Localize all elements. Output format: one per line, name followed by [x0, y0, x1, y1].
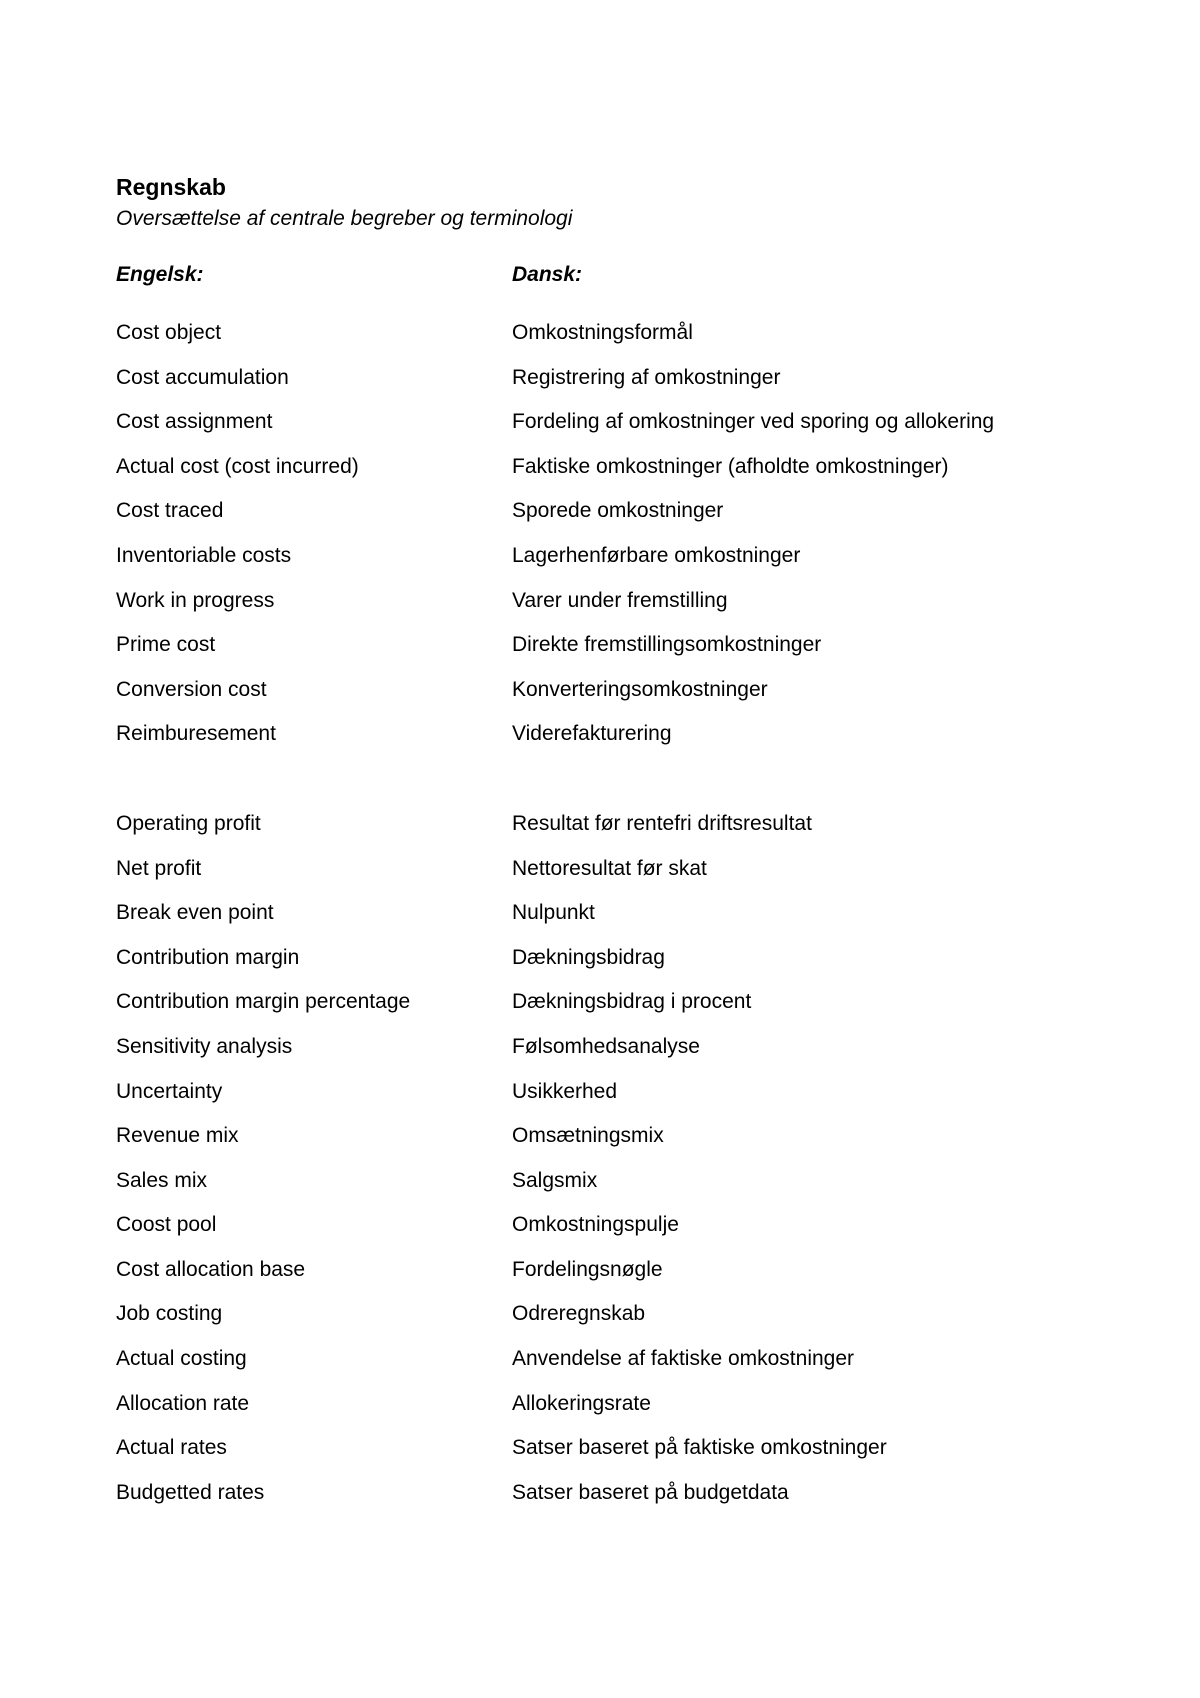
english-term: Actual costing — [116, 1347, 247, 1371]
term-row — [116, 1299, 1096, 1344]
english-term: Reimburesement — [116, 722, 276, 746]
danish-term: Dækningsbidrag — [512, 945, 665, 969]
document-page — [116, 170, 1096, 1522]
term-row — [116, 1166, 1096, 1211]
english-term: Prime cost — [116, 633, 216, 657]
danish-term: Viderefakturering — [512, 722, 672, 746]
english-term: Work in progress — [116, 588, 275, 612]
english-term: Cost object — [116, 321, 222, 344]
term-row — [116, 496, 1096, 541]
term-row — [116, 363, 1096, 408]
term-row — [116, 1121, 1096, 1166]
term-row — [116, 1478, 1096, 1523]
term-list — [116, 318, 1096, 1522]
danish-term: Omsætningsmix — [512, 1124, 664, 1148]
term-row — [116, 719, 1096, 764]
term-row — [116, 541, 1096, 586]
term-row — [116, 1389, 1096, 1434]
document-title: Regnskab — [116, 174, 226, 200]
english-term: Job costing — [116, 1302, 223, 1326]
danish-term: Nettoresultat før skat — [512, 856, 707, 880]
danish-term: Sporede omkostninger — [512, 499, 724, 523]
column-headers — [116, 260, 1096, 290]
danish-term: Resultat før rentefri driftsresultat — [512, 811, 812, 835]
danish-column-header: Dansk: — [512, 263, 583, 286]
document-subtitle: Oversættelse af centrale begreber og terminologi — [116, 207, 573, 230]
term-row — [116, 1077, 1096, 1122]
danish-term: Allokeringsrate — [512, 1391, 651, 1415]
english-term: Coost pool — [116, 1213, 217, 1237]
english-term: Conversion cost — [116, 677, 267, 701]
english-term: Net profit — [116, 856, 202, 880]
danish-term: Omkostningspulje — [512, 1213, 679, 1237]
english-term: Contribution margin percentage — [116, 990, 411, 1014]
english-term: Break even point — [116, 901, 274, 925]
english-column-header: Engelsk: — [116, 263, 204, 286]
danish-term: Registrering af omkostninger — [512, 365, 781, 389]
term-row — [116, 1032, 1096, 1077]
term-row — [116, 809, 1096, 854]
english-term: Operating profit — [116, 811, 261, 835]
danish-term: Varer under fremstilling — [512, 588, 728, 612]
danish-term: Fordeling af omkostninger ved sporing og allokering — [512, 410, 995, 434]
term-row — [116, 630, 1096, 675]
danish-term: Anvendelse af faktiske omkostninger — [512, 1347, 855, 1371]
danish-term: Satser baseret på budgetdata — [512, 1480, 789, 1504]
english-term: Actual cost (cost incurred) — [116, 454, 359, 478]
danish-term: Dækningsbidrag i procent — [512, 990, 752, 1014]
term-row — [116, 898, 1096, 943]
term-row — [116, 1210, 1096, 1255]
english-term: Uncertainty — [116, 1079, 223, 1103]
term-row — [116, 1344, 1096, 1389]
term-group — [116, 318, 1096, 764]
english-term: Actual rates — [116, 1436, 227, 1460]
term-row — [116, 407, 1096, 452]
danish-term: Omkostningsformål — [512, 321, 693, 344]
term-row — [116, 1433, 1096, 1478]
english-term: Budgetted rates — [116, 1480, 265, 1504]
term-row — [116, 586, 1096, 631]
english-term: Sensitivity analysis — [116, 1034, 293, 1058]
term-group — [116, 809, 1096, 1523]
danish-term: Salgsmix — [512, 1168, 598, 1192]
english-term: Cost allocation base — [116, 1257, 306, 1281]
danish-term: Konverteringsomkostninger — [512, 677, 768, 701]
danish-term: Nulpunkt — [512, 901, 595, 925]
danish-term: Følsomhedsanalyse — [512, 1034, 700, 1058]
english-term: Cost assignment — [116, 410, 273, 434]
danish-term: Faktiske omkostninger (afholdte omkostninger) — [512, 454, 949, 478]
term-row — [116, 1255, 1096, 1300]
term-row — [116, 854, 1096, 899]
danish-term: Odreregnskab — [512, 1302, 646, 1326]
term-row — [116, 452, 1096, 497]
term-row — [116, 987, 1096, 1032]
english-term: Contribution margin — [116, 945, 300, 969]
danish-term: Fordelingsnøgle — [512, 1257, 663, 1281]
english-term: Allocation rate — [116, 1391, 250, 1415]
danish-term: Direkte fremstillingsomkostninger — [512, 633, 822, 657]
english-term: Inventoriable costs — [116, 543, 292, 567]
term-row — [116, 675, 1096, 720]
english-term: Cost accumulation — [116, 365, 289, 389]
term-row — [116, 943, 1096, 988]
danish-term: Satser baseret på faktiske omkostninger — [512, 1436, 887, 1460]
term-row — [116, 318, 1096, 363]
english-term: Sales mix — [116, 1168, 208, 1192]
english-term: Revenue mix — [116, 1124, 239, 1148]
danish-term: Lagerhenførbare omkostninger — [512, 543, 801, 567]
english-term: Cost traced — [116, 499, 224, 523]
danish-term: Usikkerhed — [512, 1079, 618, 1103]
